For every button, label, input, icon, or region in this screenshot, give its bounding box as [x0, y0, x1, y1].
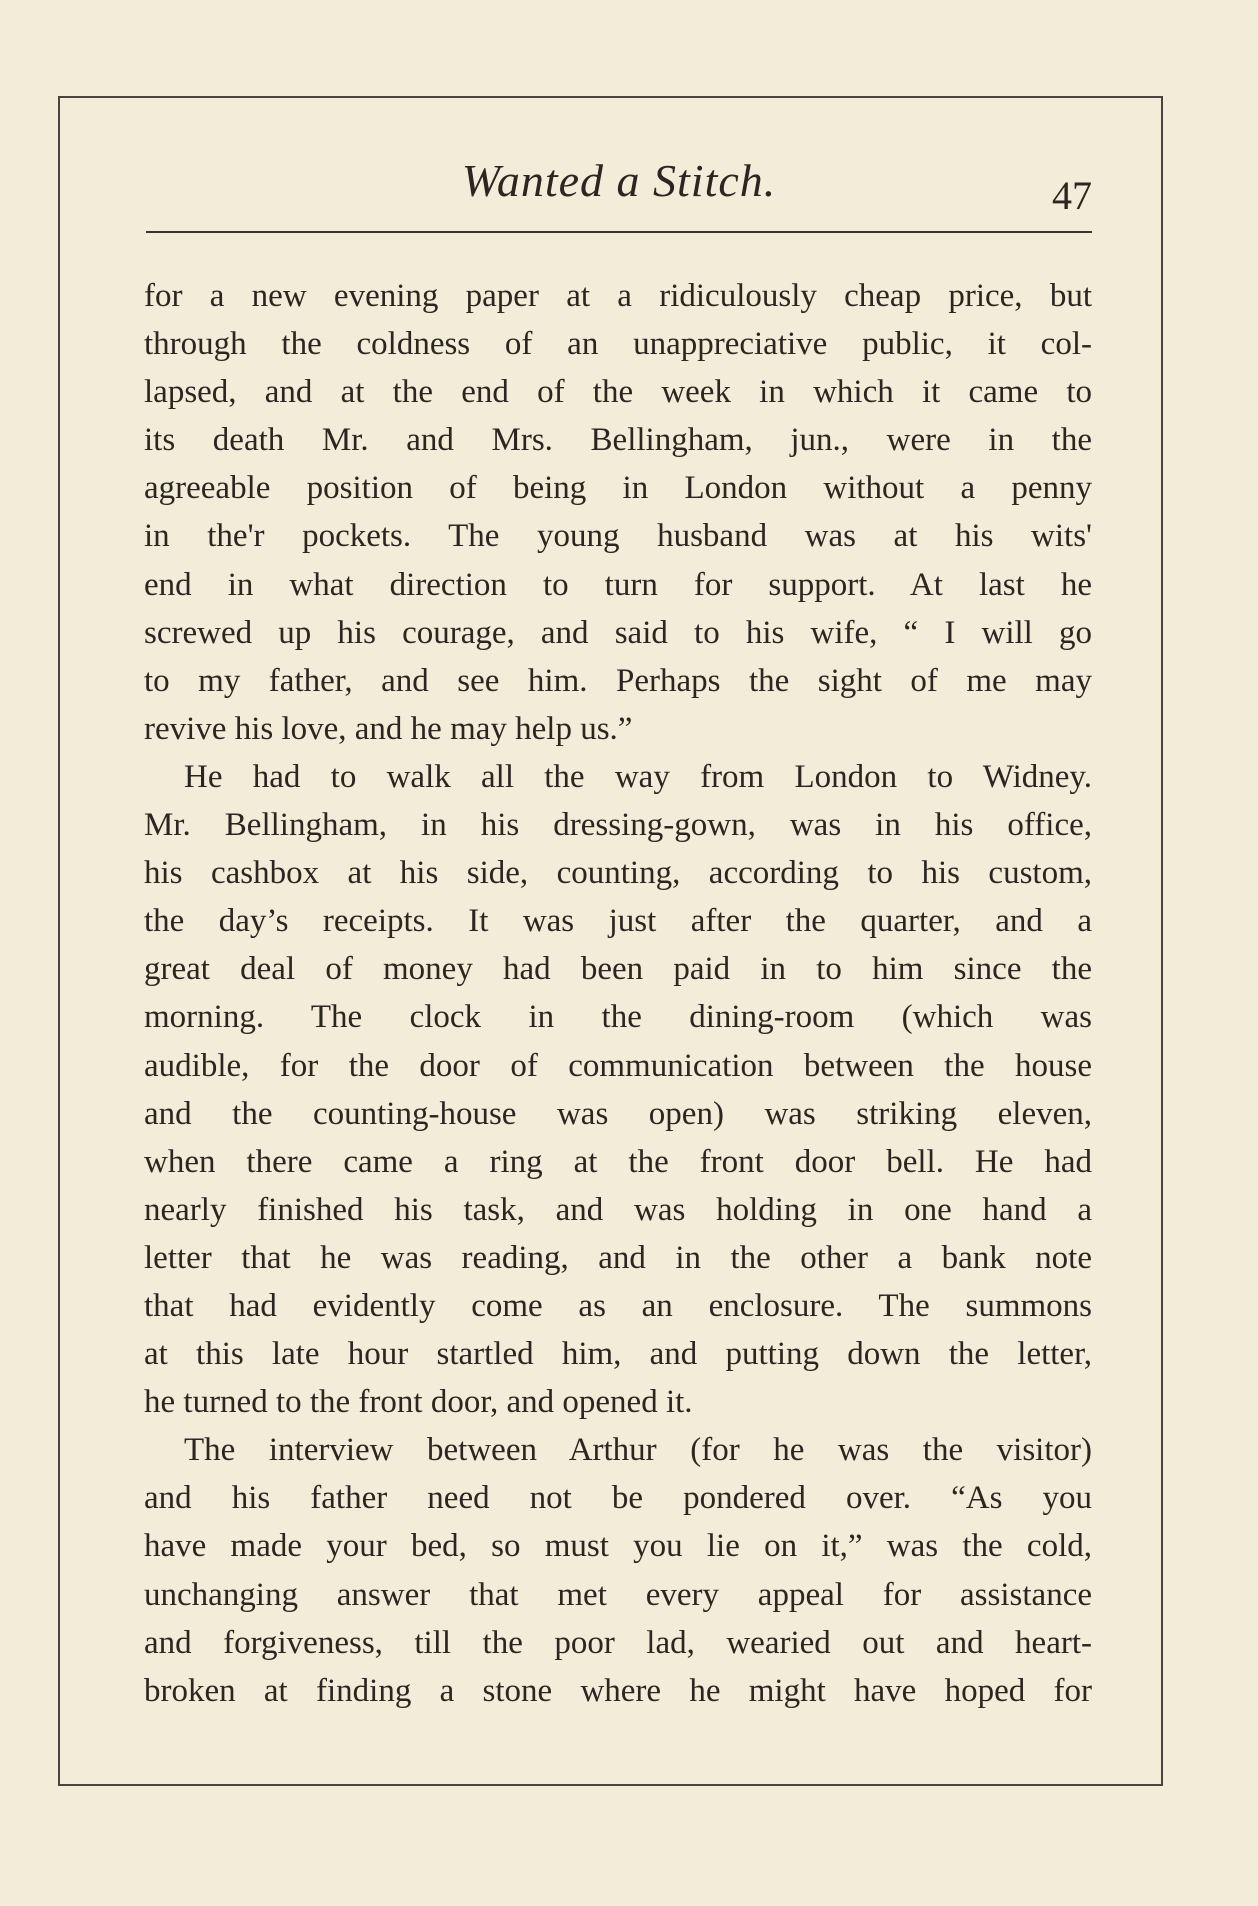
text-line: audible, for the door of communication between the house — [144, 1047, 1092, 1084]
text-line: nearly finished his task, and was holding in one hand a — [144, 1191, 1092, 1228]
text-line: the day’s receipts. It was just after the quarter, and a — [144, 903, 1092, 940]
text-line: He had to walk all the way from London to Widney. — [184, 758, 1092, 795]
text-line: morning. The clock in the dining-room (which was — [144, 999, 1092, 1036]
text-line: he turned to the front door, and opened it. — [144, 1384, 693, 1421]
text-line: letter that he was reading, and in the other a bank note — [144, 1239, 1092, 1276]
text-line: agreeable position of being in London without a penny — [144, 470, 1092, 507]
text-line: end in what direction to turn for support. At last he — [144, 566, 1092, 603]
running-head — [146, 150, 1092, 220]
text-line: Mr. Bellingham, in his dressing-gown, was in his office, — [144, 807, 1092, 844]
text-line: screwed up his courage, and said to his wife, “ I will go — [144, 614, 1092, 651]
text-line: lapsed, and at the end of the week in which it came to — [144, 374, 1092, 411]
text-line: great deal of money had been paid in to him since the — [144, 951, 1092, 988]
page-number: 47 — [1052, 173, 1092, 218]
text-line: in the'r pockets. The young husband was at his wits' — [144, 518, 1092, 555]
body-text — [144, 272, 1092, 1715]
text-line: his cashbox at his side, counting, according to his custom, — [144, 855, 1092, 892]
text-line: unchanging answer that met every appeal for assistance — [144, 1576, 1092, 1613]
text-line: revive his love, and he may help us.” — [144, 710, 633, 747]
text-line: and forgiveness, till the poor lad, wearied out and heart- — [144, 1624, 1092, 1661]
text-line: for a new evening paper at a ridiculously cheap price, but — [144, 278, 1092, 314]
text-line: broken at finding a stone where he might have hoped for — [144, 1672, 1092, 1709]
text-line: through the coldness of an unappreciative public, it col- — [144, 326, 1092, 363]
text-line: and his father need not be pondered over. “As you — [144, 1480, 1092, 1517]
text-line: its death Mr. and Mrs. Bellingham, jun., were in the — [144, 422, 1092, 459]
text-line: to my father, and see him. Perhaps the sight of me may — [144, 662, 1092, 699]
text-line: at this late hour startled him, and putting down the letter, — [144, 1336, 1092, 1373]
header-rule — [146, 231, 1092, 233]
text-line: when there came a ring at the front door bell. He had — [144, 1143, 1092, 1180]
text-line: have made your bed, so must you lie on it,” was the cold, — [144, 1528, 1092, 1565]
text-line: The interview between Arthur (for he was the visitor) — [184, 1432, 1092, 1469]
running-title: Wanted a Stitch. — [461, 155, 777, 206]
text-line: that had evidently come as an enclosure. The summons — [144, 1287, 1092, 1324]
text-line: and the counting-house was open) was striking eleven, — [144, 1095, 1092, 1132]
